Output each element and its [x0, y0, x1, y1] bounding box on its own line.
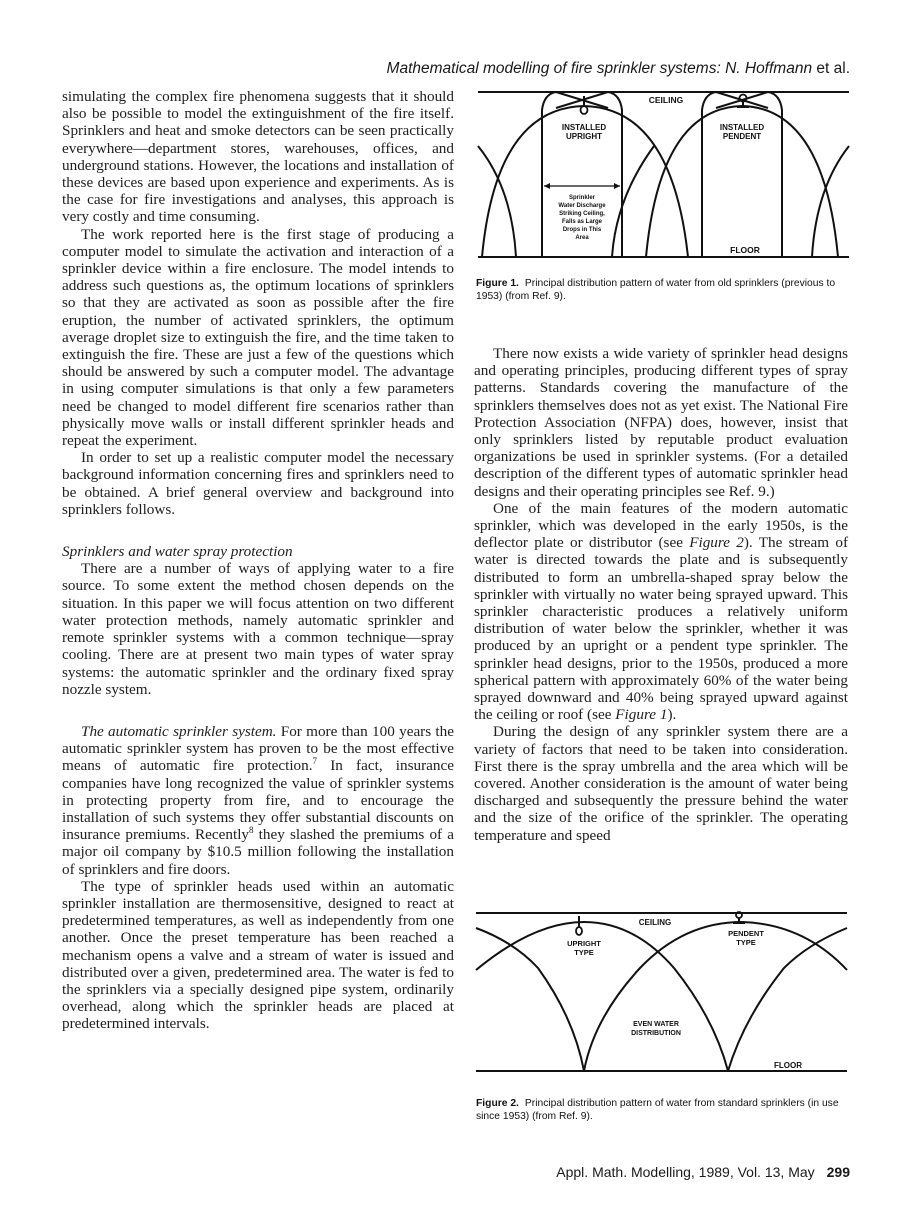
note-line: Water Discharge — [558, 203, 606, 209]
figure-reference: Figure 1 — [615, 706, 668, 724]
right-column — [474, 345, 848, 844]
upright-label-line1: UPRIGHT — [567, 939, 601, 948]
left-column — [62, 88, 454, 1033]
text-run: ). The stream of water is directed towards the plate and is subsequently distributed to form an umbrella-shaped spray below the sprinkler with virtually no water being sprayed upward. This sprinkler characteristic produces a relatively uniform distribution of water below the sprinkler, whether it was produced by an upright or a pendent type sprinkler. The sprinkler head designs, prior to the 1950s, produced a more spherical pattern with approximately 60% of the water being sprayed downward and 40% being sprayed upward against the ceiling or roof (see — [474, 534, 848, 724]
paragraph: In order to set up a realistic computer model the necessary background information concerning fires and sprinklers need to be obtained. A brief general overview and background into sprinklers follows. — [62, 449, 454, 518]
paragraph: simulating the complex fire phenomena suggests that it should also be possible to model the extinguishment of the fire itself. Sprinklers and heat and smoke detectors can be seen practically everywhere—department stores, warehouses, offices, and underground stations. However, the locations and installation of these devices are based upon experience and experiments. As is the case for fire investigations and analyses, this approach is very costly and time consuming. — [62, 88, 454, 226]
note-line: Striking Ceiling, — [559, 211, 605, 217]
caption-text: Principal distribution pattern of water from standard sprinklers (in use since 1953) (from Ref. 9). — [476, 1098, 839, 1122]
paragraph: The work reported here is the first stage of producing a computer model to simulate the activation and interaction of a sprinkler device within a fire enclosure. The model intends to address such questions as, the optimum locations of sprinklers so that they are activated as soon as possible after the fire eruption, the number of activated sprinklers, the optimum average droplet size to extinguish the fire, and the time taken to extinguish the fire. These are just a few of the questions which should be answered by such a computer model. The advantage in using computer simulations is that only a few parameters need be changed to model different fire scenarios rather than physically move walls or install different sprinkler heads and repeat the experiment. — [62, 225, 454, 450]
figure-2-caption — [476, 1097, 850, 1123]
reference-marker: 8 — [249, 825, 254, 836]
note-line: Sprinkler — [568, 195, 596, 201]
text-run: In fact, insurance companies have long recognized the value of sprinkler systems in protecting property from fire, and to encourage the installation of such systems they offer substantial discounts on insurance premiums. Recently — [62, 757, 454, 844]
pendent-label-line1: INSTALLED — [719, 123, 765, 132]
figure-2 — [474, 908, 850, 1080]
caption-number: Figure 1. — [476, 278, 519, 289]
pendent-label-line2: PENDENT — [722, 132, 762, 141]
pendent-label-line2: TYPE — [736, 938, 756, 947]
page-number: 299 — [826, 1164, 850, 1180]
text-run: For more than 100 years the automatic sprinkler system has proven to be the most effective means of automatic fire protection. — [62, 722, 454, 775]
ceiling-label: CEILING — [648, 95, 684, 105]
running-etal: et al. — [816, 60, 850, 77]
figure-2-diagram — [474, 908, 850, 1080]
note-line: Falls as Large — [561, 219, 603, 225]
text-run: they slashed the premiums of a major oil company by $10.5 million following the installation of sprinklers and fire doors. — [62, 826, 455, 878]
caption-text: Principal distribution pattern of water from old sprinklers (previous to 1953) (from Ref. 9). — [476, 278, 836, 302]
page-footer — [478, 1164, 850, 1180]
upright-label-line1: INSTALLED — [561, 123, 607, 132]
journal-citation: Appl. Math. Modelling, 1989, Vol. 13, May — [556, 1164, 815, 1180]
floor-label: FLOOR — [774, 1061, 802, 1070]
section-heading: Sprinklers and water spray protection — [62, 543, 293, 561]
even-label-line2: DISTRIBUTION — [631, 1030, 681, 1037]
figure-1 — [476, 88, 852, 264]
reference-marker: 7 — [312, 756, 318, 767]
note-line: Area — [575, 235, 589, 241]
running-head — [340, 60, 850, 78]
paragraph: During the design of any sprinkler system there are a variety of factors that need to be taken into consideration. First there is the spray umbrella and the area which will be covered. Another consideration is the amount of water being discharged and subsequently the pressure behind the water and the size of the orifice of the sprinkler. The operating temperature and speed — [474, 723, 848, 844]
figure-1-diagram — [476, 88, 852, 264]
floor-label: FLOOR — [730, 245, 760, 255]
even-label-line1: EVEN WATER — [633, 1021, 679, 1028]
paragraph — [474, 500, 848, 724]
note-line: Drops in This — [562, 227, 602, 233]
text-run: One of the main features of the modern automatic sprinkler, which was developed in the early 1950s, is the deflector plate or distributor (see — [474, 499, 848, 552]
pendent-label-line1: PENDENT — [728, 929, 764, 938]
paragraph — [62, 723, 454, 878]
ceiling-label: CEILING — [638, 918, 672, 927]
paragraph: The type of sprinkler heads used within an automatic sprinkler installation are thermosensitive, designed to react at predetermined temperatures, as well as independently from one another. Once the preset temperature has been reached a mechanism opens a valve and a stream of water is issued and distributed over a given, predetermined area. The water is fed to the sprinklers via a specially designed pipe system, ordinarily overhead, along which the sprinkler heads are placed at predetermined intervals. — [62, 877, 454, 1033]
subsection-title: The automatic sprinkler system. — [81, 722, 277, 740]
upright-label-line2: TYPE — [574, 948, 594, 957]
figure-1-caption — [476, 277, 850, 303]
paragraph: There now exists a wide variety of sprinkler head designs and operating principles, producing different types of spray patterns. Standards covering the manufacture of the sprinklers themselves does not as yet exist. The National Fire Protection Association (NFPA) does, however, insist that only sprinklers listed by reputable product evaluation organizations be used in sprinkler systems. (For a detailed description of the different types of automatic sprinkler head designs and their operating principles see Ref. 9.) — [474, 345, 848, 500]
paragraph: There are a number of ways of applying water to a fire source. To some extent the method chosen depends on the situation. In this paper we will focus attention on two different water protection methods, namely automatic sprinkler and remote sprinkler systems with a common technique—spray cooling. There are at present two main types of water spray systems: the automatic sprinkler and the ordinary fixed spray nozzle system. — [62, 560, 454, 698]
caption-number: Figure 2. — [476, 1098, 519, 1109]
figure-reference: Figure 2 — [689, 534, 744, 552]
upright-label-line2: UPRIGHT — [566, 132, 602, 141]
upright-sprinkler-icon — [576, 916, 582, 935]
text-run: ). — [667, 706, 677, 724]
running-title: Mathematical modelling of fire sprinkler systems: N. Hoffmann — [386, 60, 813, 77]
